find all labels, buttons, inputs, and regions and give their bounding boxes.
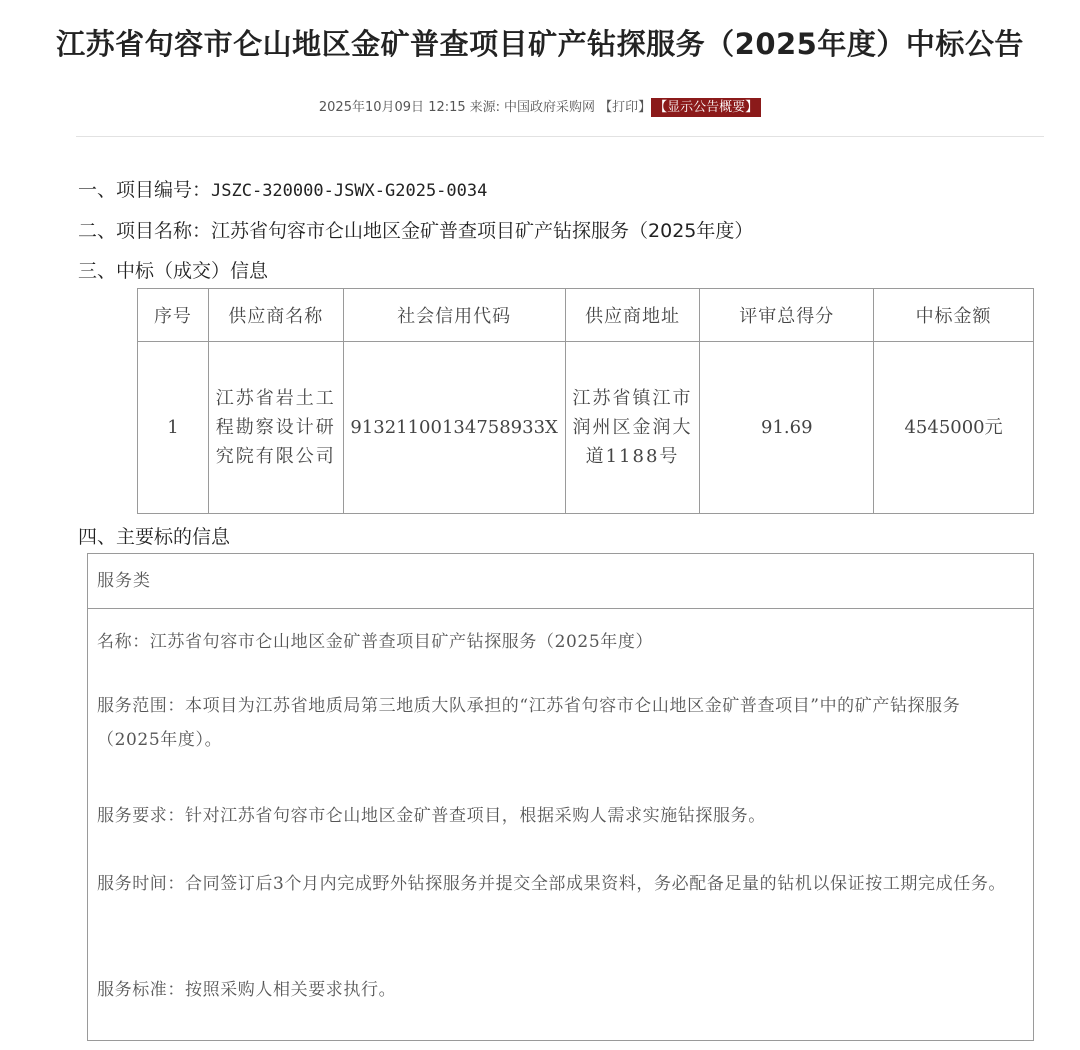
print-link[interactable]: 【打印】: [599, 100, 652, 115]
table-row: [138, 342, 1034, 514]
subject-category: 服务类: [88, 554, 1033, 609]
header-supplier-name: 供应商名称: [208, 289, 343, 342]
project-name-label: 二、项目名称：: [78, 220, 212, 242]
subject-time: 服务时间：合同签订后3个月内完成野外钻探服务并提交全部成果资料，务必配备足量的钻机以保证按工期完成任务。: [97, 874, 1007, 894]
subject-info-box: [87, 553, 1034, 1041]
header-index: 序号: [138, 289, 209, 342]
header-credit-code: 社会信用代码: [343, 289, 565, 342]
cell-supplier-address: 江苏省镇江市润州区金润大道1188号: [565, 342, 700, 514]
subject-name: 名称：江苏省句容市仑山地区金矿普查项目矿产钻探服务（2025年度）: [97, 632, 654, 652]
publish-datetime: 2025年10月09日 12:15: [318, 100, 466, 115]
source-name: 中国政府采购网: [504, 100, 596, 115]
cell-supplier-name: 江苏省岩土工程勘察设计研究院有限公司: [208, 342, 343, 514]
section-project-number: [78, 175, 487, 202]
header-award-amount: 中标金额: [874, 289, 1034, 342]
article-meta: [0, 96, 1080, 117]
subject-scope: 服务范围：本项目为江苏省地质局第三地质大队承担的“江苏省句容市仑山地区金矿普查项目”中的矿产钻探服务（2025年度）。: [97, 696, 961, 750]
page-title: 江苏省句容市仑山地区金矿普查项目矿产钻探服务（2025年度）中标公告: [56, 27, 1024, 61]
cell-award-amount: 4545000元: [874, 342, 1034, 514]
table-header-row: [138, 289, 1034, 342]
award-table: [137, 288, 1034, 514]
cell-credit-code: 91321100134758933X: [343, 342, 565, 514]
header-supplier-address: 供应商地址: [565, 289, 700, 342]
section-project-name: [78, 216, 753, 243]
section-subject-heading: 四、主要标的信息: [78, 526, 231, 548]
subject-requirement: 服务要求：针对江苏省句容市仑山地区金矿普查项目，根据采购人需求实施钻探服务。: [97, 806, 766, 826]
show-summary-button[interactable]: 【显示公告概要】: [651, 98, 761, 117]
section-award-info-heading: 三、中标（成交）信息: [78, 260, 269, 282]
project-number-label: 一、项目编号：: [78, 179, 212, 201]
header-review-score: 评审总得分: [700, 289, 874, 342]
source-label: 来源:: [469, 100, 501, 115]
cell-index: 1: [138, 342, 209, 514]
header-divider: [76, 136, 1044, 137]
subject-standard: 服务标准：按照采购人相关要求执行。: [97, 980, 397, 1000]
project-number-value: JSZC-320000-JSWX-G2025-0034: [211, 181, 488, 201]
cell-review-score: 91.69: [700, 342, 874, 514]
project-name-value: 江苏省句容市仑山地区金矿普查项目矿产钻探服务（2025年度）: [211, 220, 754, 242]
